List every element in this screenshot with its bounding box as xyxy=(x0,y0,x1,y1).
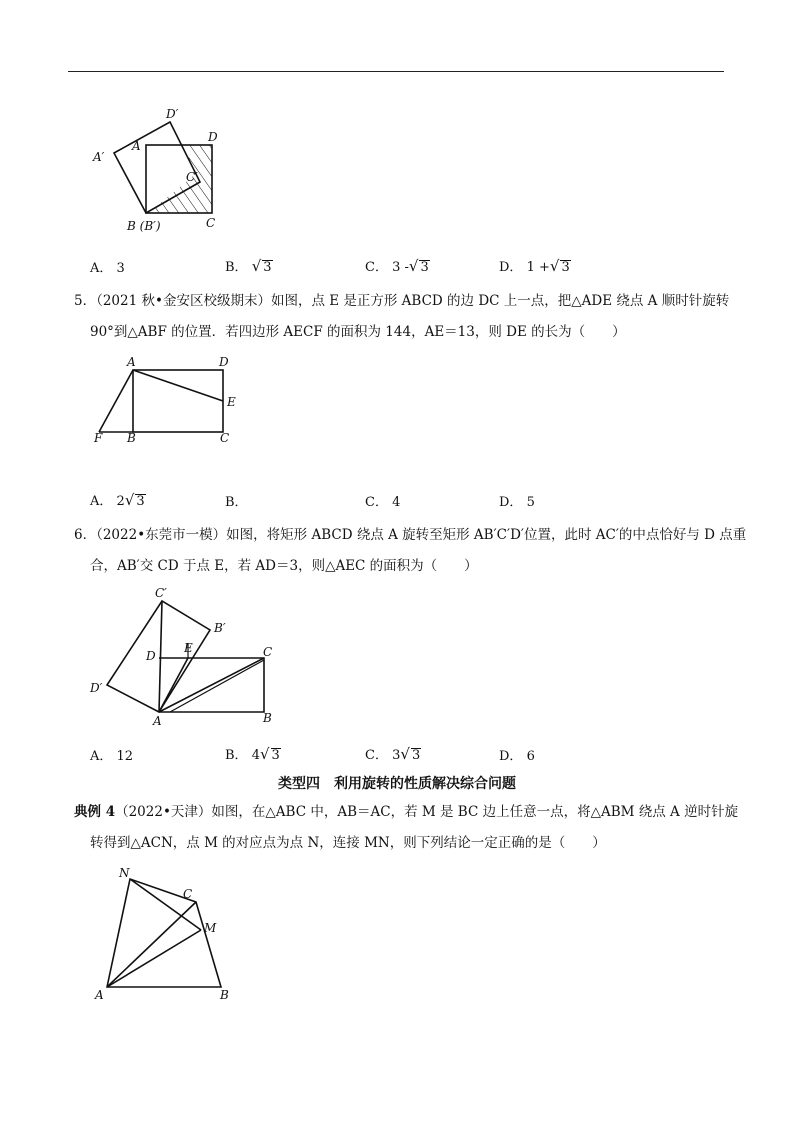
label-b: B xyxy=(127,431,136,445)
sqrt-icon: √ xyxy=(259,745,270,763)
sqrt-icon: √ xyxy=(408,257,419,275)
q6-option-a-letter: A． xyxy=(90,749,113,764)
q6-option-c-value: 3 xyxy=(411,748,421,763)
q5-option-c-letter: C． xyxy=(365,495,388,510)
q5-option-a-letter: A． xyxy=(90,494,113,509)
label-c: C xyxy=(263,645,273,659)
q6-text-line1: 6．（2022•东莞市一模）如图，将矩形 ABCD 绕点 A 旋转至矩形 AB′C′D′位置，此时 AC′的中点恰好与 D 点重 xyxy=(74,527,747,543)
segment-am xyxy=(107,930,201,987)
label-a: A xyxy=(127,355,136,369)
example4-label: 典例 4 xyxy=(74,804,116,820)
q4-option-a-letter: A． xyxy=(90,261,113,276)
q6-option-b-value: 3 xyxy=(271,748,280,763)
q5-option-c-value: 4 xyxy=(392,495,401,510)
example4-line1-text: （2022•天津）如图，在△ABC 中，AB＝AC，若 M 是 BC 边上任意一点，将△ABM 绕点 A 逆时针旋 xyxy=(115,804,739,820)
label-c: C xyxy=(183,887,193,901)
q6-option-d-value: 6 xyxy=(526,749,535,764)
q5-text-line2: 90°到△ABF 的位置．若四边形 AECF 的面积为 144，AE＝13，则 DE 的长为（ ） xyxy=(90,324,626,340)
label-d: D xyxy=(146,649,156,663)
q4-option-d-value: 3 xyxy=(561,260,570,275)
label-a: A xyxy=(132,139,141,153)
sqrt-icon: √ xyxy=(124,491,135,509)
label-e: E xyxy=(184,641,193,655)
label-d: D xyxy=(219,355,229,369)
q6-option-b-letter: B． xyxy=(225,748,248,763)
q4-option-c-letter: C． xyxy=(365,260,388,275)
q6-option-c-letter: C． xyxy=(365,748,388,763)
q5-option-a-value: 3 xyxy=(136,494,145,509)
label-d1: D′ xyxy=(166,107,179,121)
q4-option-a-value: 3 xyxy=(116,261,125,276)
q5-option-b-letter: B． xyxy=(225,495,248,510)
segment-ac xyxy=(107,902,196,987)
label-c1: C′ xyxy=(186,170,198,184)
label-c: C xyxy=(220,431,230,445)
q4-option-c-value: 3 xyxy=(420,260,429,275)
sqrt-icon: √ xyxy=(400,745,410,763)
label-b: B xyxy=(263,711,272,725)
label-b: B (B′) xyxy=(127,219,161,233)
q4-option-b-letter: B． xyxy=(225,260,248,275)
q5-text-line1: 5．（2021 秋•金安区校级期末）如图，点 E 是正方形 ABCD 的边 DC 上一点，把△ADE 绕点 A 顺时针旋转 xyxy=(74,293,730,309)
q4-option-d-letter: D． xyxy=(499,260,523,275)
label-a: A xyxy=(95,988,104,1002)
sqrt-icon: √ xyxy=(549,257,560,275)
example4-line2: 转得到△ACN，点 M 的对应点为点 N，连接 MN，则下列结论一定正确的是（ ） xyxy=(90,835,606,851)
q6-option-b-pre: 4 xyxy=(251,748,260,763)
label-b1: B′ xyxy=(214,621,226,635)
q6-option-a-value: 12 xyxy=(116,749,134,764)
q6-option-d-letter: D． xyxy=(499,749,523,764)
label-f: F xyxy=(94,431,103,445)
q4-option-c-pre: 3 - xyxy=(392,260,409,275)
label-a1: A′ xyxy=(93,150,105,164)
label-e: E xyxy=(227,395,236,409)
q5-option-a-pre: 2 xyxy=(116,494,125,509)
q5-option-d-letter: D． xyxy=(499,495,523,510)
sqrt-icon: √ xyxy=(251,257,262,275)
q5-option-d-value: 5 xyxy=(526,495,535,510)
q6-option-c-pre: 3 xyxy=(392,748,401,763)
label-n: N xyxy=(119,866,130,880)
q4-option-b-value: 3 xyxy=(263,260,272,275)
section-title: 类型四 利用旋转的性质解决综合问题 xyxy=(278,776,516,792)
q6-text-line2: 合，AB′交 CD 于点 E，若 AD＝3，则△AEC 的面积为（ ） xyxy=(90,558,478,574)
label-c: C xyxy=(206,216,216,230)
label-c1: C′ xyxy=(155,586,167,600)
label-m: M xyxy=(204,921,217,935)
label-d: D xyxy=(208,130,218,144)
q4-option-d-pre: 1 + xyxy=(526,260,550,275)
label-b: B xyxy=(220,988,229,1002)
label-d1: D′ xyxy=(90,681,103,695)
label-a: A xyxy=(153,714,162,728)
